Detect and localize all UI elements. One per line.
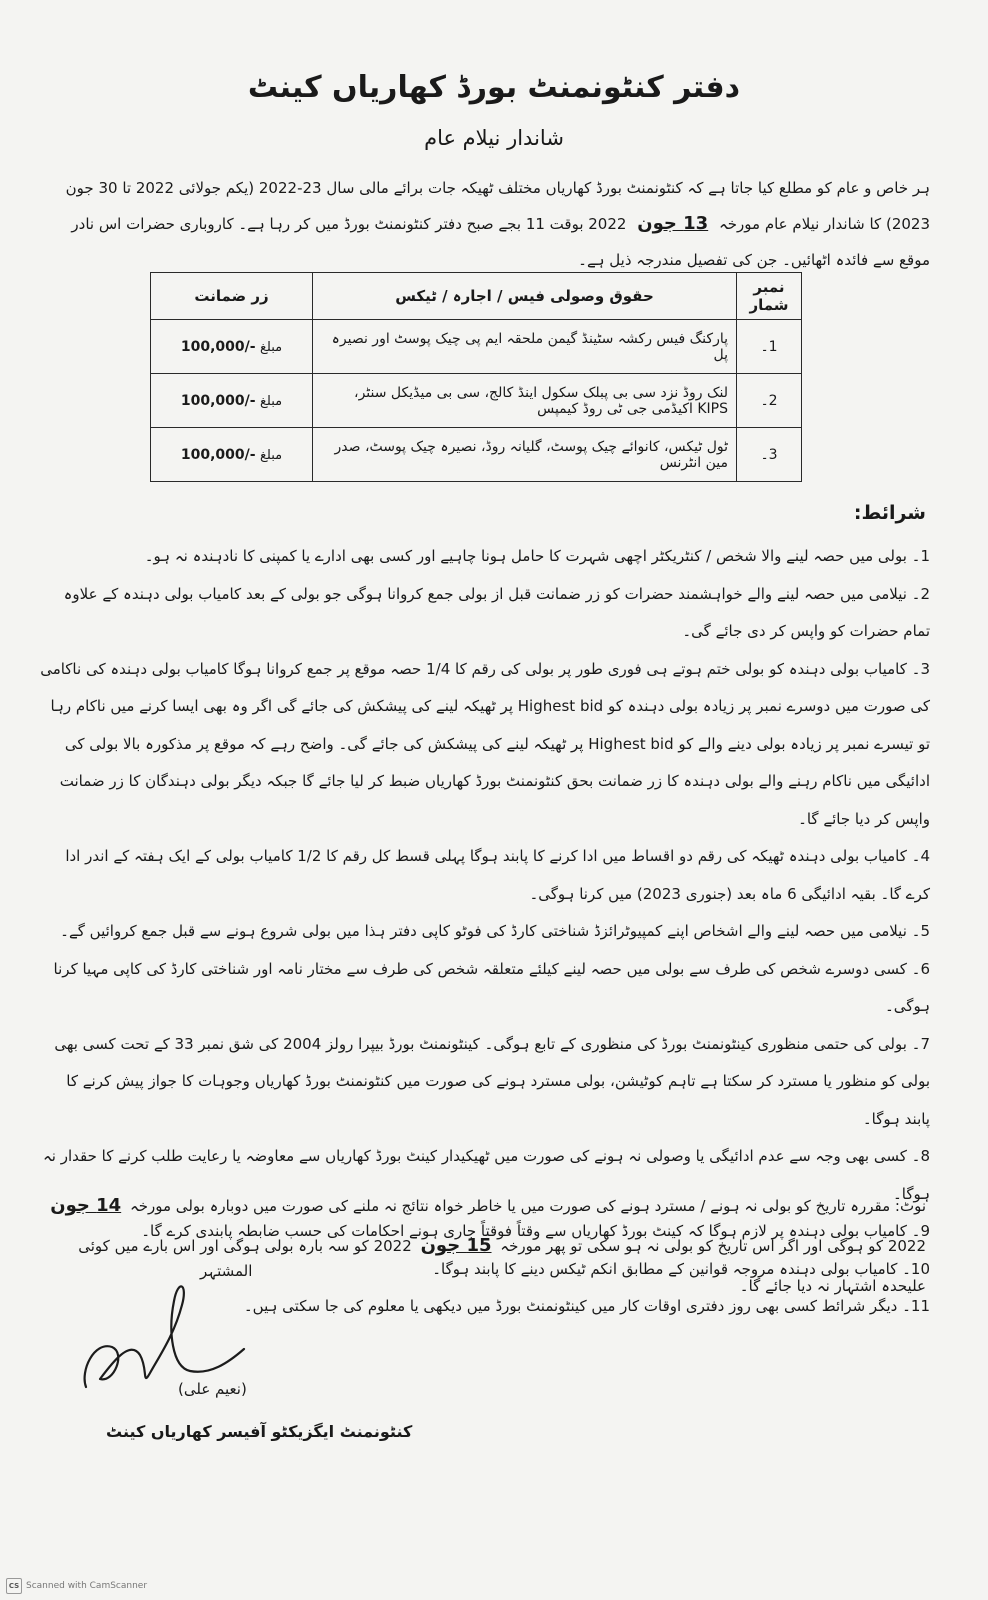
condition-item: 1۔ بولی میں حصہ لینے والا شخص / کنٹریکٹر اچھی شہرت کا حامل ہونا چاہیے اور کسی بھی ادارے یا کمپنی کا نادہندہ نہ ہو۔	[144, 547, 930, 565]
condition-item: 10۔ کامیاب بولی دہندہ مروجہ قوانین کے مطابق انکم ٹیکس دینے کا پابند ہوگا۔	[432, 1259, 930, 1278]
intro-text-2: 2022 بوقت 11 بجے صبح دفتر کنٹونمنٹ بورڈ میں کر رہا ہے۔ کاروباری حضرات اس نادر موقع سے فائدہ اٹھائیں۔ جن کی تفصیل مندرجہ ذیل ہے۔	[71, 215, 930, 269]
notice-subtitle: شاندار نیلام عام	[424, 126, 564, 150]
row-number: 3۔	[737, 428, 802, 482]
row-amount	[151, 374, 313, 428]
row-amount	[151, 428, 313, 482]
note-text-3: 2022 کو سہ بارہ بولی ہوگی اور اس بارے میں کوئی علیحدہ اشتہار نہ دیا جائے گا۔	[78, 1237, 926, 1295]
condition-item: 3۔ کامیاب بولی دہندہ کو بولی ختم ہوتے ہی فوری طور پر بولی کی رقم کا 1/4 حصہ موقع پر جمع کروانا ہوگا کامیاب بولی دہندہ کی ناکامی کی صورت میں دوسرے نمبر پر زیادہ بولی دہندہ کو Highest bid پر ٹھیکہ لینے کی پیشکش کی جائے گی اگر وہ بھی ایسا کرنے میں ناکام رہا تو تیسرے نمبر پر زیادہ بولی دینے والے کو Highest bid پر ٹھیکہ لینے کی پیشکش کی جائے گی۔ واضح رہے کہ موقع پر مذکورہ بالا بولی کی ادائیگی میں ناکام رہنے والے بولی دہندہ کا زر ضمانت بحق کنٹونمنٹ بورڈ کھاریاں ضبط کر لیا جائے گا جبکہ دیگر بولی دہندگان کا زر ضمانت واپس کر دیا جائے گا۔	[40, 659, 930, 828]
amount-prefix: مبلغ	[260, 393, 283, 409]
condition-item: 9۔ کامیاب بولی دہندہ پر لازم ہوگا کہ کینٹ بورڈ کھاریاں سے وقتاً فوقتاً جاری ہونے احکامات کی حسب ضابطہ پابندی کرے گا۔	[141, 1222, 930, 1240]
amount-prefix: مبلغ	[260, 339, 283, 355]
condition-item: 4۔ کامیاب بولی دہندہ ٹھیکہ کی رقم دو اقساط میں ادا کرنے کا پابند ہوگا پہلی قسط کل رقم کا 1/2 کامیاب بولی کے ایک ہفتہ کے اندر ادا کرے گا۔ بقیہ ادائیگی 6 ماہ بعد (جنوری 2023) میں کرنا ہوگی۔	[65, 847, 930, 903]
row-number: 1۔	[737, 320, 802, 374]
note-text-1: نوٹ: مقررہ تاریخ کو بولی نہ ہونے / مسترد ہونے کی صورت میں یا خاطر خواہ نتائج نہ ملنے کی صورت میں دوبارہ بولی مورخہ	[129, 1197, 926, 1215]
amount-value: 100,000/-	[180, 392, 256, 409]
row-description: پارکنگ فیس رکشہ سٹینڈ گیمن ملحقہ ایم پی چیک پوسٹ اور نصیرہ پل	[313, 320, 737, 374]
table-row	[151, 374, 802, 428]
retry-date-2: 15 جون	[420, 1235, 492, 1256]
header-security: زر ضمانت	[151, 273, 313, 320]
table-header-row	[151, 273, 802, 320]
amount-value: 100,000/-	[180, 446, 256, 463]
intro-paragraph	[50, 170, 930, 278]
header-serial: نمبر شمار	[737, 273, 802, 320]
camscanner-icon: CS	[6, 1578, 22, 1594]
table-row	[151, 320, 802, 374]
office-title: دفتر کنٹونمنٹ بورڈ کھاریاں کینٹ	[247, 70, 741, 105]
condition-item: 2۔ نیلامی میں حصہ لینے والے خواہشمند حضرات کو زر ضمانت قبل از بولی جمع کروانا ہوگی جو بولی کے بعد کامیاب بولی دہندہ کے علاوہ تمام حضرات کو واپس کر دی جائے گی۔	[63, 584, 930, 640]
row-number: 2۔	[737, 374, 802, 428]
condition-item: 8۔ کسی بھی وجہ سے عدم ادائیگی یا وصولی نہ ہونے کی صورت میں ٹھیکیدار کینٹ بورڈ کھاریاں سے معاوضہ یا رعایت طلب کرنے کا حقدار نہ ہوگا۔	[42, 1147, 930, 1203]
advertiser-label: المشتہر	[200, 1262, 253, 1280]
condition-item: 5۔ نیلامی میں حصہ لینے والے اشخاص اپنے کمپیوٹرائزڈ شناختی کارڈ کی فوٹو کاپی دفتر ہذا میں بولی شروع ہونے سے قبل جمع کروائیں گے۔	[60, 922, 930, 940]
row-amount	[151, 320, 313, 374]
table-row	[151, 428, 802, 482]
officer-name: (نعیم علی)	[178, 1380, 247, 1398]
scanner-text: Scanned with CamScanner	[26, 1581, 148, 1591]
scanner-watermark	[6, 1578, 147, 1594]
row-description: لنک روڈ نزد سی بی پبلک سکول اینڈ کالج، سی بی میڈیکل سنٹر، KIPS اکیڈمی جی ٹی روڈ کیمپس	[313, 374, 737, 428]
amount-value: 100,000/-	[180, 338, 256, 355]
retry-date-1: 14 جون	[50, 1195, 122, 1216]
fees-table	[150, 272, 802, 482]
condition-item: 11۔ دیگر شرائط کسی بھی روز دفتری اوقات کار میں کینٹونمنٹ بورڈ میں دیکھی یا معلوم کی جا سکتی ہیں۔	[243, 1297, 930, 1315]
intro-text: ہر خاص و عام کو مطلع کیا جاتا ہے کہ کنٹونمنٹ بورڈ کھاریاں مختلف ٹھیکہ جات برائے مالی سال 23-2022 (یکم جولائی 2022 تا 30 جون 2023) کا شاندار نیلام عام مورخہ	[65, 179, 930, 233]
amount-prefix: مبلغ	[260, 447, 283, 463]
officer-designation: کنٹونمنٹ ایگزیکٹو آفیسر کھاریاں کینٹ	[106, 1422, 413, 1441]
condition-item: 7۔ بولی کی حتمی منظوری کینٹونمنٹ بورڈ کی منظوری کے تابع ہوگی۔ کینٹونمنٹ بورڈ بیپرا رولز 2004 کی شق نمبر 33 کے تحت کسی بھی بولی کو منظور یا مسترد کر سکتا ہے تاہم کوٹیشن، بولی مسترد ہونے کی صورت میں کنٹونمنٹ بورڈ کھاریاں وجوہات کا جواز پیش کرنے کا پابند ہوگا۔	[54, 1034, 930, 1128]
conditions-heading: شرائط:	[853, 502, 926, 524]
condition-item: 6۔ کسی دوسرے شخص کی طرف سے بولی میں حصہ لینے کیلئے متعلقہ شخص کی طرف سے مختار نامہ اور شناختی کارڈ کی کاپی مہیا کرنا ہوگی۔	[53, 959, 930, 1015]
row-description: ٹول ٹیکس، کانوائے چیک پوسٹ، گلیانہ روڈ، نصیرہ چیک پوسٹ، صدر مین انٹرنس	[313, 428, 737, 482]
auction-date: 13 جون	[637, 213, 709, 234]
header-description: حقوق وصولی فیس / اجارہ / ٹیکس	[313, 273, 737, 320]
note-text-2: 2022 کو ہوگی اور اگر اس تاریخ کو بولی نہ ہو سکی تو پھر مورخہ	[500, 1237, 926, 1255]
